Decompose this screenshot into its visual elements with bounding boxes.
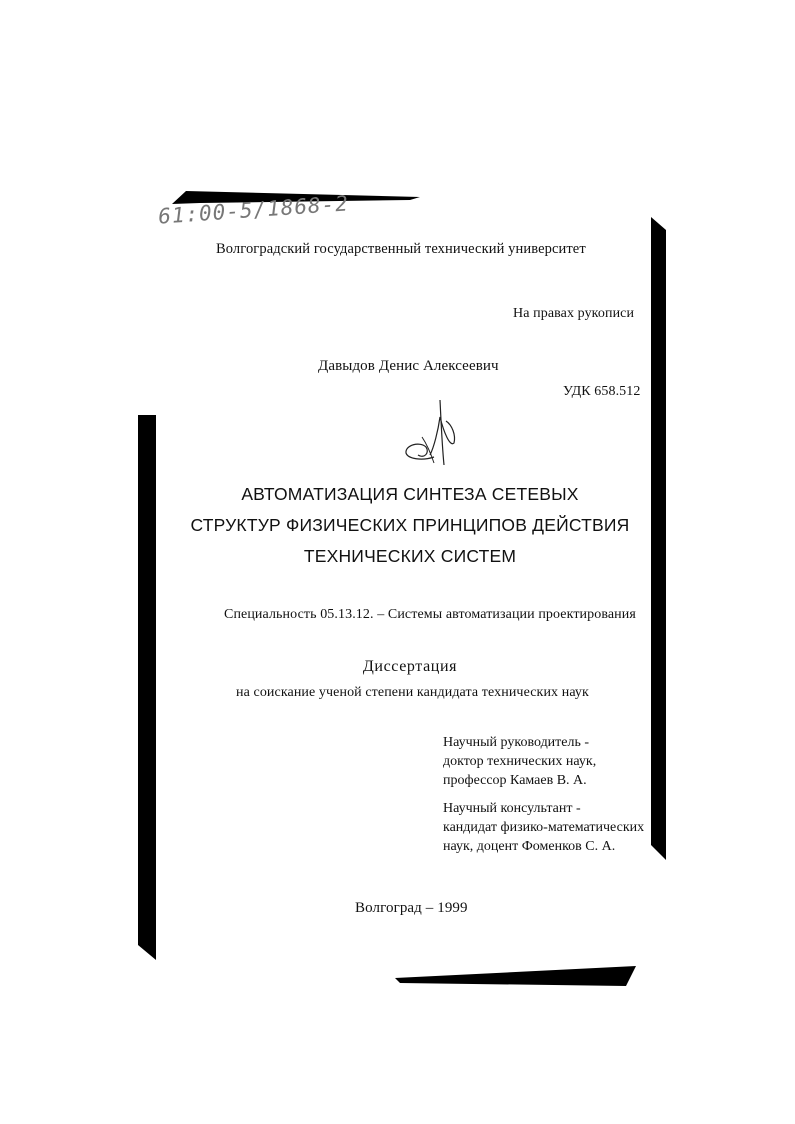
udc-code: УДК 658.512 xyxy=(563,384,641,399)
city-year: Волгоград – 1999 xyxy=(355,900,468,916)
title-line: ТЕХНИЧЕСКИХ СИСТЕМ xyxy=(303,546,517,566)
university-name: Волгоградский государственный технический университет xyxy=(216,241,586,257)
title-line: СТРУКТУР ФИЗИЧЕСКИХ ПРИНЦИПОВ ДЕЙСТВИЯ xyxy=(190,515,630,535)
degree-line: на соискание ученой степени кандидата технических наук xyxy=(236,685,589,700)
consultant-line: Научный консультант - xyxy=(443,801,581,816)
supervisor-line: профессор Камаев В. А. xyxy=(443,773,587,788)
consultant-block xyxy=(443,799,644,856)
consultant-line: кандидат физико-математических xyxy=(443,820,645,835)
manuscript-note: На правах рукописи xyxy=(513,306,635,321)
dissertation-title xyxy=(180,479,640,572)
archive-stamp: 61:00-5/1868-2 xyxy=(157,191,350,229)
left-edge-shadow xyxy=(138,415,156,960)
consultant-line: наук, доцент Фоменков С. А. xyxy=(443,839,616,854)
supervisor-block xyxy=(443,733,596,790)
supervisor-line: Научный руководитель - xyxy=(443,735,590,750)
title-line: АВТОМАТИЗАЦИЯ СИНТЕЗА СЕТЕВЫХ xyxy=(241,484,579,504)
specialty: Специальность 05.13.12. – Системы автоматизации проектирования xyxy=(224,607,636,622)
work-type: Диссертация xyxy=(362,658,458,675)
bottom-edge-shadow xyxy=(395,966,636,986)
author-signature xyxy=(396,395,476,473)
right-edge-shadow xyxy=(651,217,666,860)
author-name: Давыдов Денис Алексеевич xyxy=(318,358,499,374)
supervisor-line: доктор технических наук, xyxy=(443,754,597,769)
